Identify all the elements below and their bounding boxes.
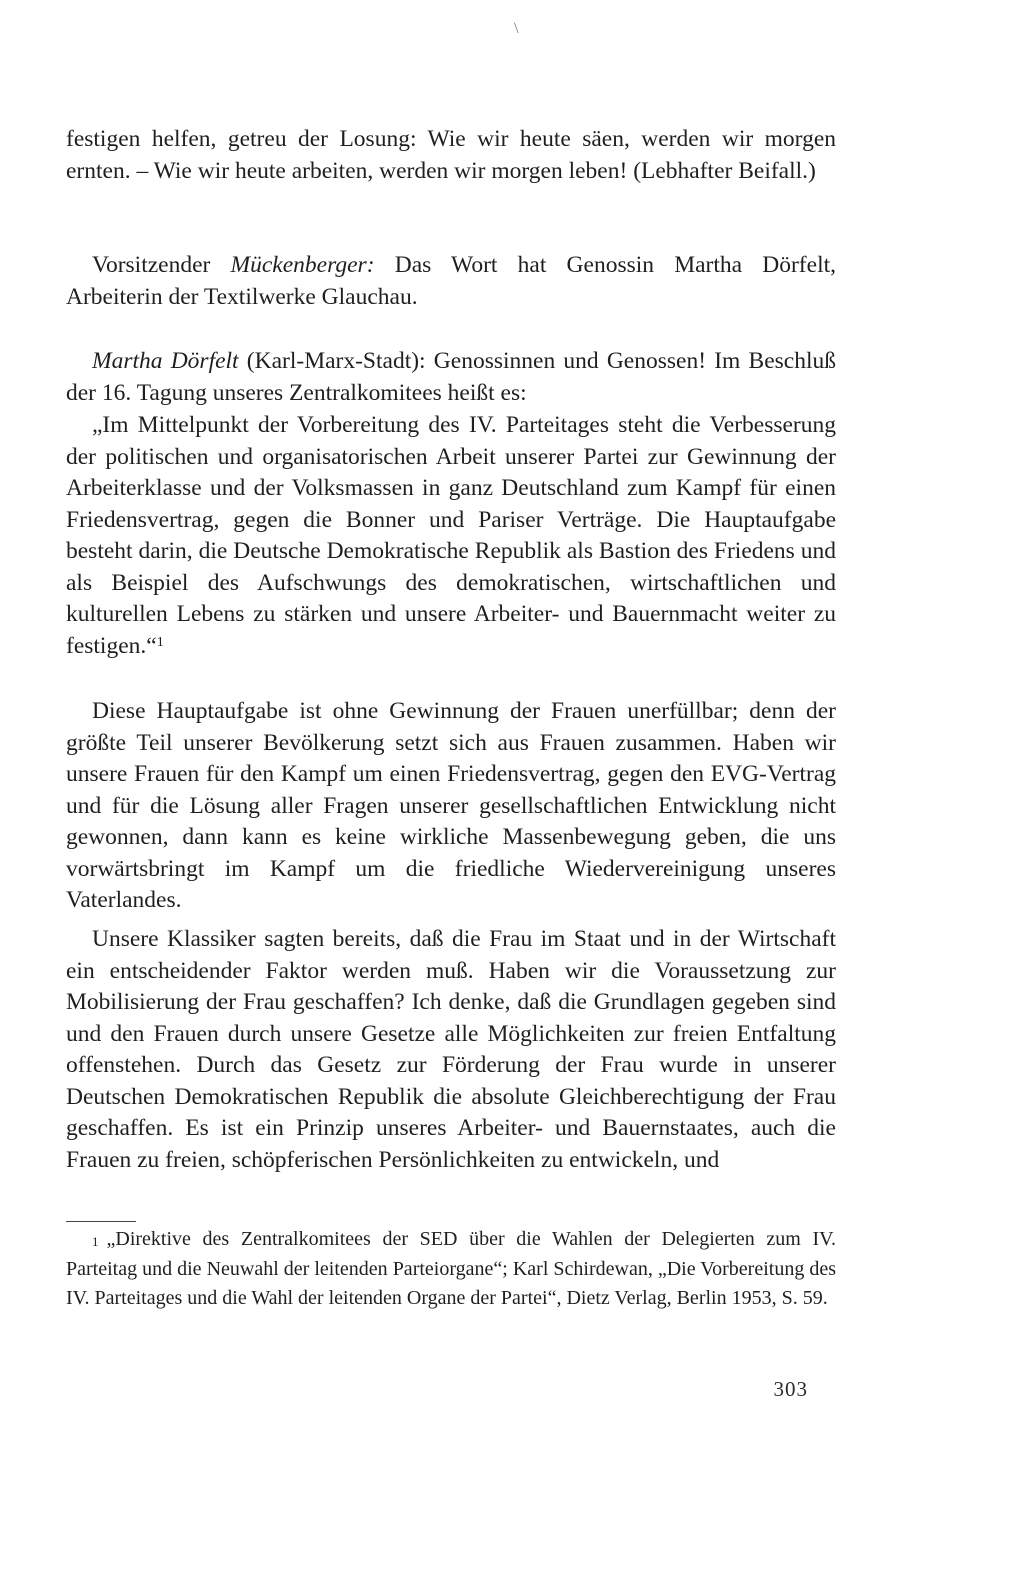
paragraph-continuation	[66, 124, 836, 187]
speaker-name: Mückenberger:	[230, 252, 375, 278]
page-number: 303	[773, 1377, 808, 1401]
paragraph-text: Diese Hauptaufgabe ist ohne Gewinnung der Frauen unerfüllbar; denn der größte Teil unserer Bevölkerung setzt sich aus Frauen zusammen. Haben wir unsere Frauen für den Kampf um einen Friedensvertrag, gegen den EVG-Vertrag und für die Lösung aller Fragen unserer gesellschaftlichen Entwicklung nicht gewonnen, dann kann es keine wirkliche Massenbewegung geben, die uns vorwärtsbringt im Kampf um die friedliche Wiedervereinigung unseres Vaterlandes.	[66, 698, 836, 913]
paragraph-text	[66, 346, 836, 409]
footnote-text	[66, 1225, 836, 1314]
footnote-body: „Direktive des Zentralkomitees der SED über die Wahlen der Delegierten zum IV. Parteitag und die Neuwahl der leitenden Parteiorgane“; Karl Schirdewan, „Die Vorbereitung des IV. Parteitages und die Wahl der leitenden Organe der Partei“, Dietz Verlag, Berlin 1953, S. 59.	[66, 1228, 836, 1309]
stray-mark: \	[514, 20, 519, 37]
lead-text: Vorsitzender	[92, 252, 231, 278]
paragraph-text: festigen helfen, getreu der Losung: Wie wir heute säen, werden wir morgen ernten. – Wie wir heute arbeiten, werden wir morgen leben! (Lebhafter Beifall.)	[66, 126, 836, 184]
footnote	[66, 1225, 836, 1314]
paragraph-body-1	[66, 696, 836, 917]
footnote-reference: 1	[156, 634, 164, 650]
paragraph-quotation	[66, 410, 836, 662]
speaker-name: Martha Dörfelt	[92, 348, 239, 374]
footnote-mark: 1	[92, 1234, 99, 1249]
paragraph-text	[66, 250, 836, 313]
paragraph-body-2	[66, 924, 836, 1176]
footnote-divider	[66, 1221, 136, 1222]
paragraph-body: (Karl-Marx-Stadt): Genossinnen und Genossen! Im Beschluß der 16. Tagung unseres Zentralkomitees heißt es:	[66, 348, 836, 406]
paragraph-speaker-intro	[66, 346, 836, 409]
quotation-body: „Im Mittelpunkt der Vorbereitung des IV. Parteitages steht die Verbesserung der politischen und organisatorischen Arbeit unserer Partei zur Gewinnung der Arbeiterklasse und der Volksmassen in ganz Deutschland zum Kampf für einen Friedensvertrag, gegen die Bonner und Pariser Verträge. Die Hauptaufgabe besteht darin, die Deutsche Demokratische Republik als Bastion des Friedens und als Beispiel des Aufschwungs des demokratischen, wirtschaftlichen und kulturellen Lebens zu stärken und unsere Arbeiter- und Bauernmacht weiter zu festigen.“	[66, 412, 836, 659]
paragraph-body: Das Wort hat Genossin Martha Dörfelt, Arbeiterin der Textilwerke Glauchau.	[66, 252, 836, 310]
paragraph-chairman	[66, 250, 836, 313]
paragraph-text: Unsere Klassiker sagten bereits, daß die Frau im Staat und in der Wirtschaft ein entscheidender Faktor werden muß. Haben wir die Voraussetzung zur Mobilisierung der Frau geschaffen? Ich denke, daß die Grundlagen gegeben sind und den Frauen durch unsere Gesetze alle Möglichkeiten zur freien Entfaltung offenstehen. Durch das Gesetz zur Förderung der Frau wurde in unserer Deutschen Demokratischen Republik die absolute Gleichberechtigung der Frau geschaffen. Es ist ein Prinzip unseres Arbeiter- und Bauernstaates, auch die Frauen zu freien, schöpferischen Persönlichkeiten zu entwickeln, und	[66, 926, 836, 1173]
paragraph-text	[66, 410, 836, 662]
